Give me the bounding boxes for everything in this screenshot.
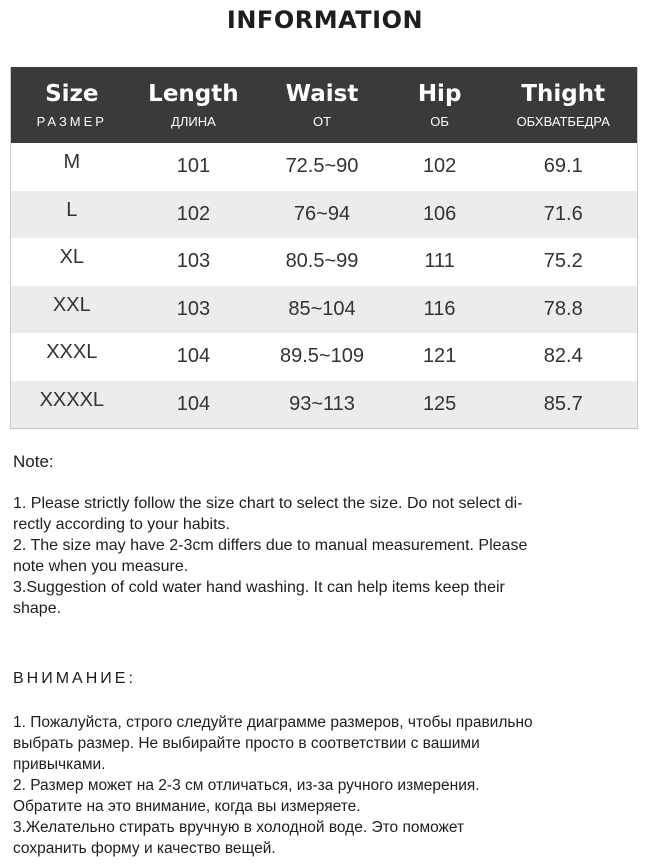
note-line: 2. The size may have 2-3cm differs due to manual measurement. Please <box>13 537 528 554</box>
cell-length: 101 <box>176 155 211 178</box>
note-line: 3.Желательно стирать вручную в холодной воде. Это поможет <box>13 819 465 836</box>
cell-length: 104 <box>176 345 211 368</box>
table-row <box>11 381 637 429</box>
note-line: сохранить форму и качество вещей. <box>13 840 276 857</box>
cell-waist: 80.5~99 <box>285 250 359 273</box>
cell-hip: 102 <box>422 155 457 178</box>
cell-size: XXL <box>52 293 91 316</box>
note-line: 1. Please strictly follow the size chart to select the size. Do not select di- <box>13 495 523 512</box>
cell-hip: 116 <box>423 297 456 320</box>
cell-thigh: 82.4 <box>543 345 583 368</box>
cell-thigh: 71.6 <box>543 202 583 225</box>
table-row <box>11 238 637 286</box>
table-row <box>11 191 637 239</box>
cell-waist: 89.5~109 <box>280 345 364 368</box>
header-label: Size <box>45 80 99 107</box>
cell-hip: 125 <box>422 392 457 415</box>
header-label: Thight <box>521 80 606 107</box>
header-label: Length <box>148 80 239 107</box>
cell-size: M <box>63 151 81 173</box>
cell-thigh: 85.7 <box>543 392 583 415</box>
cell-thigh: 75.2 <box>543 250 583 273</box>
note-line: 3.Suggestion of cold water hand washing. It can help items keep their <box>13 579 505 596</box>
note-line: 1. Пожалуйста, строго следуйте диаграмме размеров, чтобы правильно <box>13 714 533 731</box>
cell-hip: 121 <box>422 345 457 368</box>
cell-size: XXXXL <box>39 388 105 411</box>
note-line: привычками. <box>13 756 106 773</box>
cell-waist: 76~94 <box>293 202 351 225</box>
note-line: 2. Размер может на 2-3 см отличаться, из-за ручного измерения. <box>13 777 480 794</box>
cell-size: XXXL <box>46 341 98 363</box>
note-line: выбрать размер. Не выбирайте просто в соответствии с вашими <box>13 735 480 752</box>
note-line: Обратите на это внимание, когда вы измеряете. <box>13 798 361 815</box>
cell-length: 102 <box>176 202 211 225</box>
note-line: rectly according to your habits. <box>13 516 230 533</box>
note-line: shape. <box>13 600 62 617</box>
cell-thigh: 78.8 <box>543 297 583 320</box>
cell-hip: 111 <box>424 250 455 273</box>
cell-size: L <box>66 198 78 221</box>
header-sublabel: ДЛИНА <box>171 113 216 129</box>
page-title: INFORMATION <box>226 6 424 34</box>
cell-length: 103 <box>176 250 211 273</box>
header-sublabel: ОБ <box>430 113 449 129</box>
cell-length: 104 <box>176 392 211 415</box>
cell-waist: 93~113 <box>289 392 355 415</box>
note-body-en <box>13 493 633 619</box>
table-row <box>11 286 637 334</box>
header-sublabel: ОТ <box>312 113 332 129</box>
header-waist <box>254 67 390 143</box>
header-sublabel: РАЗМЕР <box>36 113 107 129</box>
header-size <box>11 67 133 143</box>
header-sublabel: ОБХВАТБЕДРА <box>516 113 610 129</box>
table-header <box>11 67 637 143</box>
header-length <box>133 67 255 143</box>
header-label: Hip <box>417 80 462 107</box>
header-hip <box>390 67 490 143</box>
header-label: Waist <box>285 80 359 107</box>
cell-hip: 106 <box>422 202 457 225</box>
cell-waist: 72.5~90 <box>285 155 359 178</box>
note-heading-en: Note: <box>13 452 54 471</box>
table-row <box>11 143 637 191</box>
size-chart-table <box>10 67 638 429</box>
cell-size: XL <box>59 246 85 268</box>
table-row <box>11 333 637 381</box>
note-body-ru <box>13 712 633 859</box>
header-thigh <box>489 67 637 143</box>
cell-waist: 85~104 <box>288 297 356 320</box>
note-heading-ru: ВНИМАНИЕ: <box>13 670 136 687</box>
cell-length: 103 <box>176 297 211 320</box>
note-line: note when you measure. <box>13 558 189 575</box>
cell-thigh: 69.1 <box>543 155 583 178</box>
